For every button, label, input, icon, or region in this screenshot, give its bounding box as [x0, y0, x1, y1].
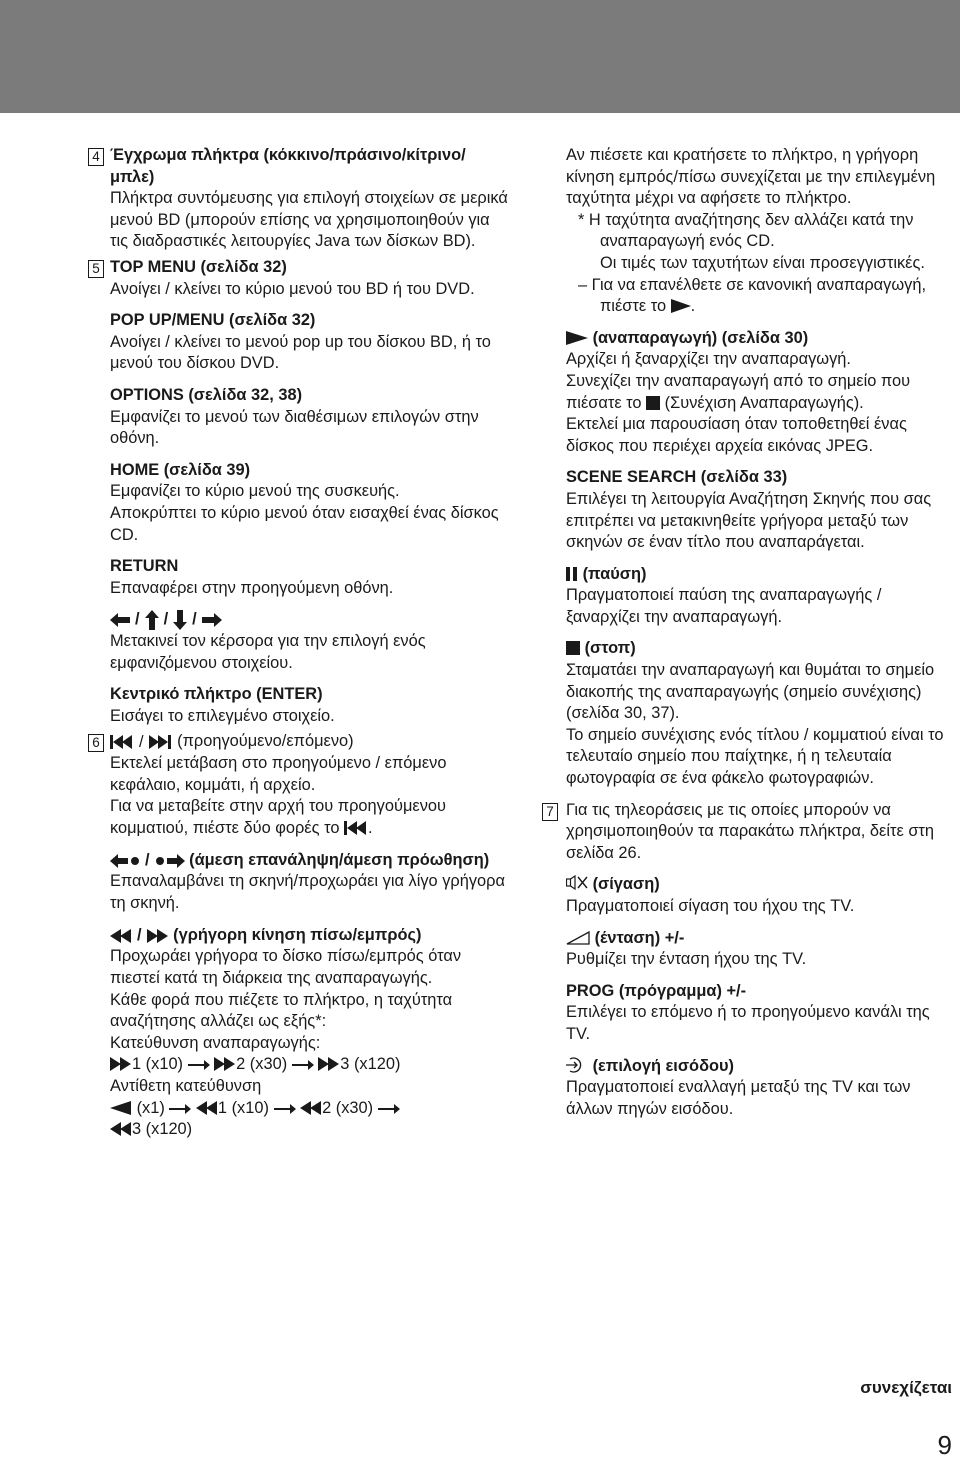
- color-buttons-desc: Πλήκτρα συντόμευσης για επιλογή στοιχείων σε μερικά μενού BD (μπορούν επίσης να χρησιμοποιηθούν για τις διαδραστικές λειτουργίες Java των δίσκων BD).: [110, 189, 508, 251]
- previous-icon: [110, 735, 134, 749]
- reverse-speeds-end: [110, 1119, 508, 1141]
- left-column: [88, 145, 508, 1141]
- page-number: 9: [937, 1430, 952, 1460]
- scan-desc-2: Κάθε φορά που πιέζετε το πλήκτρο, η ταχύτητα αναζήτησης αλλάζει ως εξής*:: [110, 990, 453, 1031]
- play-resume-text: Συνεχίζει την αναπαραγωγή από το σημείο που πιέσατε το: [566, 371, 911, 412]
- item-7: [542, 800, 952, 1121]
- prev-next-label: (προηγούμενο/επόμενο): [177, 732, 354, 751]
- instant-replay-icon: [110, 854, 140, 868]
- scan-label: (γρήγορη κίνηση πίσω/εμπρός): [173, 925, 422, 944]
- mute-label: (σίγαση): [592, 875, 660, 894]
- prev-next-desc-2-text: Για να μεταβείτε στην αρχή του προηγούμενου κομματιού, πιέστε δύο φορές το: [110, 797, 446, 838]
- play-label: (αναπαραγωγή) (σελίδα 30): [592, 328, 809, 347]
- stop-label: (στοπ): [584, 639, 636, 658]
- arrow-keys-desc: Μετακινεί τον κέρσορα για την επιλογή ενός εμφανιζόμενου στοιχείου.: [110, 632, 426, 672]
- item-number: 4: [88, 148, 104, 166]
- enter-desc: Εισάγει το επιλεγμένο στοιχείο.: [110, 706, 335, 725]
- volume-label: (ένταση) +/-: [594, 928, 685, 947]
- input-select-desc: Πραγματοποιεί εναλλαγή μεταξύ της TV και των άλλων πηγών εισόδου.: [566, 1078, 911, 1118]
- mute-icon: [566, 875, 588, 891]
- replay-advance-label: (άμεση επανάληψη/άμεση πρόωθηση): [189, 850, 490, 869]
- options-desc: Εμφανίζει το μενού των διαθέσιμων επιλογών στην οθόνη.: [110, 407, 479, 448]
- arrow-right-thin-icon: [169, 1103, 191, 1115]
- arrow-right-thin-icon: [274, 1103, 296, 1115]
- input-select-title: [566, 1056, 952, 1078]
- hold-desc: Αν πιέσετε και κρατήσετε το πλήκτρο, η γρήγορη κίνηση εμπρός/πίσω συνεχίζεται με την επιλεγμένη ταχύτητα μέχρι να αφήσετε το πλήκτρο.: [566, 146, 936, 208]
- color-buttons-title: Έγχρωμα πλήκτρα (κόκκινο/πράσινο/κίτρινο/μπλε): [110, 146, 466, 186]
- slow-rewind-icon: [110, 1101, 132, 1115]
- item-6: [88, 731, 508, 1140]
- item-5: [88, 257, 508, 727]
- previous-icon: [344, 821, 368, 835]
- play-slideshow-desc: Εκτελεί μια παρουσίαση όταν τοποθετηθεί ένας δίσκος που περιέχει αρχεία εικόνας JPEG.: [566, 415, 907, 455]
- arrow-right-thin-icon: [378, 1103, 400, 1115]
- scene-search-desc: Επιλέγει τη λειτουργία Αναζήτηση Σκηνής που σας επιτρέπει να μετακινηθείτε γρήγορα μεταξύ των σκηνών σε έναν τίτλο που αναπαράγεται.: [566, 489, 932, 552]
- options-title: OPTIONS (σελίδα 32, 38): [110, 385, 303, 404]
- rewind-icon: [300, 1101, 322, 1115]
- tv-buttons-intro: Για τις τηλεοράσεις με τις οποίες μπορούν να χρησιμοποιηθούν τα παρακάτω πλήκτρα, δείτε στη σελίδα 26.: [566, 800, 935, 862]
- rewind-icon: [110, 1122, 132, 1136]
- note-dash: – Για να επανέλθετε σε κανονική αναπαραγωγή, πιέστε το .: [578, 275, 927, 316]
- popup-menu-title: POP UP/MENU (σελίδα 32): [110, 311, 316, 330]
- arrow-right-thin-icon: [292, 1059, 314, 1071]
- program-title: PROG (πρόγραμμα) +/-: [566, 981, 747, 1000]
- home-desc: Εμφανίζει το κύριο μενού της συσκευής.: [110, 482, 400, 501]
- reverse-speed-1: 1 (x10): [217, 1098, 269, 1117]
- reverse-speed-0: (x1): [136, 1098, 165, 1117]
- input-select-icon: [566, 1057, 588, 1073]
- reverse-direction-label: Αντίθετη κατεύθυνση: [110, 1076, 262, 1095]
- mute-title: [566, 874, 952, 896]
- play-resume-text-2: (Συνέχιση Αναπαραγωγής).: [664, 393, 864, 412]
- reverse-speed-3: 3 (x120): [132, 1120, 193, 1139]
- home-desc-cd: Αποκρύπτει το κύριο μενού όταν εισαχθεί ένας δίσκος CD.: [110, 503, 499, 544]
- next-icon: [149, 735, 173, 749]
- play-icon: [566, 331, 588, 345]
- scene-search-title: SCENE SEARCH (σελίδα 33): [566, 468, 788, 487]
- play-resume-desc: [566, 371, 952, 414]
- arrow-down-icon: [173, 610, 187, 630]
- note-values: Οι τιμές των ταχυτήτων είναι προσεγγιστικές.: [600, 253, 925, 272]
- scan-desc: Προχωράει γρήγορα το δίσκο πίσω/εμπρός όταν πιεστεί κατά τη διάρκεια της αναπαραγωγής.: [110, 947, 462, 987]
- replay-advance-desc: Επαναλαμβάνει τη σκηνή/προχωράει για λίγο γρήγορα τη σκηνή.: [110, 872, 505, 913]
- popup-menu-desc: Ανοίγει / κλείνει το μενού pop up του δίσκου BD, ή το μενού του δίσκου DVD.: [110, 332, 491, 373]
- volume-icon: [566, 931, 590, 945]
- play-icon: [671, 299, 691, 313]
- stop-resume-desc: Το σημείο συνέχισης ενός τίτλου / κομματιού είναι το τελευταίο σημείο που παίχτηκε, ή η τελευταία φωτογραφία σε ένα φάκελο φωτογραφιών.: [566, 725, 944, 788]
- fast-forward-icon: [110, 1057, 132, 1071]
- pause-title: [566, 564, 952, 586]
- prev-next-title: / (προηγούμενο/επόμενο): [110, 731, 508, 753]
- scan-title: / (γρήγορη κίνηση πίσω/εμπρός): [110, 925, 508, 947]
- reverse-speed-2: 2 (x30): [322, 1098, 374, 1117]
- prev-next-desc-2: Για να μεταβείτε στην αρχή του προηγούμενου κομματιού, πιέστε δύο φορές το .: [110, 797, 446, 838]
- enter-title: Κεντρικό πλήκτρο (ENTER): [110, 685, 323, 704]
- forward-speed-3: 3 (x120): [340, 1055, 401, 1074]
- stop-desc: Σταματάει την αναπαραγωγή και θυμάται το σημείο διακοπής της αναπαραγωγής (σημείο συνέχισης) (σελίδα 30, 37).: [566, 661, 935, 723]
- fast-forward-icon: [214, 1057, 236, 1071]
- top-menu-title: TOP MENU (σελίδα 32): [110, 257, 287, 276]
- item-number: 5: [88, 260, 104, 278]
- right-continuation: [542, 145, 952, 790]
- item-number: 6: [88, 734, 104, 752]
- top-menu-desc: Ανοίγει / κλείνει το κύριο μενού του BD ή του DVD.: [110, 279, 475, 298]
- replay-advance-title: / (άμεση επανάληψη/άμεση πρόωθηση): [110, 850, 508, 872]
- header-bar: [0, 0, 960, 113]
- arrow-up-icon: [145, 610, 159, 630]
- item-4: [88, 145, 508, 253]
- volume-title: [566, 928, 952, 950]
- forward-speed-1: 1 (x10): [132, 1055, 184, 1074]
- input-select-label: (επιλογή εισόδου): [592, 1056, 735, 1075]
- note-star: * Η ταχύτητα αναζήτησης δεν αλλάζει κατά την αναπαραγωγή ενός CD.: [578, 210, 914, 251]
- fast-forward-icon: [147, 929, 169, 943]
- stop-icon: [566, 641, 580, 655]
- program-desc: Επιλέγει το επόμενο ή το προηγούμενο κανάλι της TV.: [566, 1003, 930, 1043]
- arrow-right-thin-icon: [188, 1059, 210, 1071]
- return-desc: Επαναφέρει στην προηγούμενη οθόνη.: [110, 578, 394, 597]
- volume-desc: Ρυθμίζει την ένταση ήχου της TV.: [566, 950, 807, 969]
- forward-direction-label: Κατεύθυνση αναπαραγωγής:: [110, 1033, 321, 1052]
- pause-desc: Πραγματοποιεί παύση της αναπαραγωγής / ξαναρχίζει την αναπαραγωγή.: [566, 586, 882, 626]
- mute-desc: Πραγματοποιεί σίγαση του ήχου της TV.: [566, 897, 855, 915]
- pause-label: (παύση): [582, 564, 647, 583]
- reverse-speeds: [110, 1098, 508, 1120]
- item-number: 7: [542, 803, 558, 821]
- forward-speeds: [110, 1054, 508, 1076]
- stop-icon: [646, 396, 660, 410]
- arrow-right-icon: [202, 613, 222, 627]
- fast-forward-icon: [318, 1057, 340, 1071]
- forward-speed-2: 2 (x30): [236, 1055, 288, 1074]
- rewind-icon: [110, 929, 132, 943]
- stop-title: [566, 638, 952, 660]
- home-title: HOME (σελίδα 39): [110, 460, 251, 479]
- play-title: [566, 328, 952, 350]
- right-column: [542, 145, 952, 1120]
- instant-advance-icon: [155, 854, 185, 868]
- pause-icon: [566, 567, 578, 581]
- play-desc: Αρχίζει ή ξαναρχίζει την αναπαραγωγή.: [566, 350, 851, 369]
- continued-label: συνεχίζεται: [860, 1378, 952, 1397]
- return-title: RETURN: [110, 557, 179, 576]
- note-dash-text: – Για να επανέλθετε σε κανονική αναπαραγωγή, πιέστε το: [578, 275, 927, 316]
- rewind-icon: [196, 1101, 218, 1115]
- prev-next-desc: Εκτελεί μετάβαση στο προηγούμενο / επόμενο κεφάλαιο, κομμάτι, ή αρχείο.: [110, 754, 447, 794]
- arrow-keys-title: / / /: [110, 609, 508, 631]
- arrow-left-icon: [110, 613, 130, 627]
